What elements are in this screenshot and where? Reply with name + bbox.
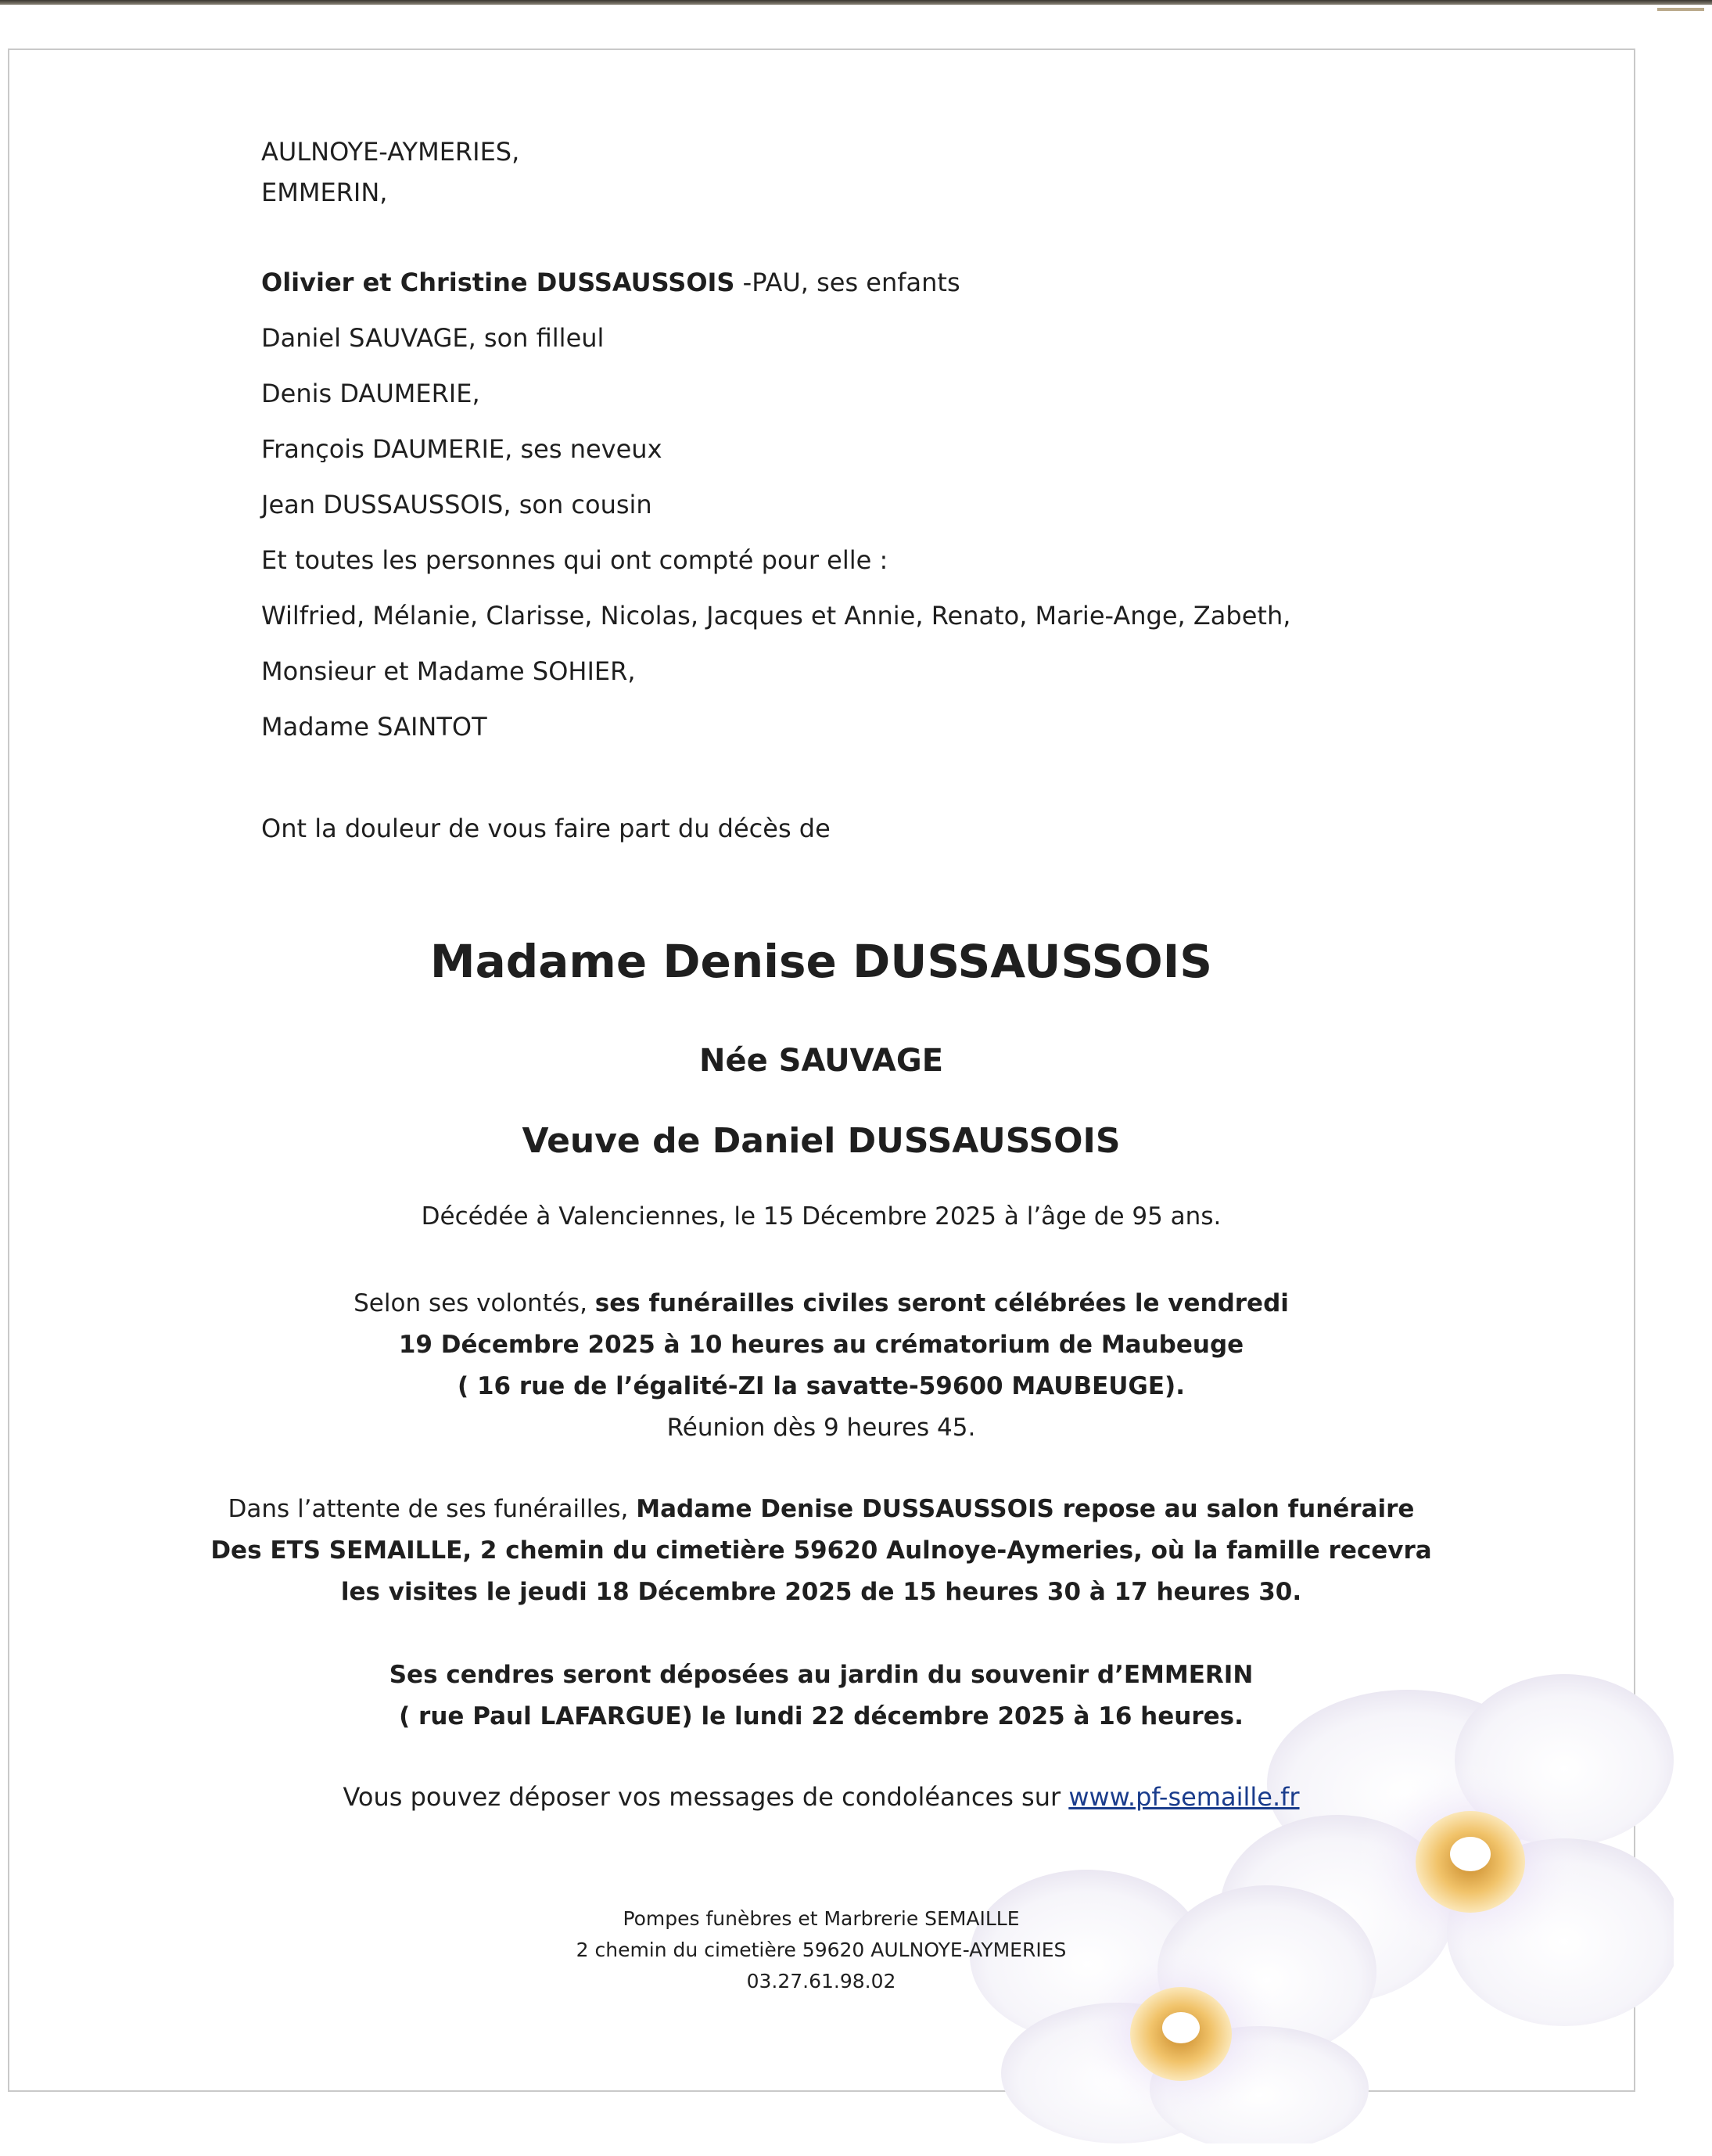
- footer-company: Pompes funèbres et Marbrerie SEMAILLE: [623, 1907, 1020, 1930]
- funeral-paragraph: [0, 1283, 1642, 1449]
- intro-text: Ont la douleur de vous faire part du décès de: [261, 814, 831, 843]
- funeral-line-2: 19 Décembre 2025 à 10 heures au crématorium de Maubeuge: [398, 1331, 1244, 1359]
- family-list: [261, 255, 1290, 755]
- funeral-line-3: ( 16 rue de l’égalité-ZI la savatte-59600 MAUBEUGE).: [458, 1372, 1185, 1400]
- salon-line-1: Dans l’attente de ses funérailles, Madame Denise DUSSAUSSOIS repose au salon funéraire: [228, 1495, 1415, 1523]
- funeral-line-1: Selon ses volontés, ses funérailles civiles seront célébrées le vendredi: [354, 1289, 1289, 1317]
- family-line: Denis DAUMERIE,: [261, 379, 480, 408]
- ashes-line-1: Ses cendres seront déposées au jardin du souvenir d’EMMERIN: [389, 1661, 1254, 1689]
- funeral-home-footer: [0, 1903, 1642, 1997]
- condolences-line: Vous pouvez déposer vos messages de condoléances sur www.pf-semaille.fr: [343, 1782, 1300, 1812]
- family-line: Olivier et Christine DUSSAUSSOIS -PAU, ses enfants: [261, 268, 960, 297]
- ashes-line-2: ( rue Paul LAFARGUE) le lundi 22 décembre 2025 à 16 heures.: [399, 1702, 1244, 1730]
- widow-of: Veuve de Daniel DUSSAUSSOIS: [522, 1121, 1121, 1161]
- salon-paragraph: [0, 1489, 1642, 1613]
- header-block: [261, 131, 1290, 755]
- header-line-1: AULNOYE-AYMERIES,: [261, 137, 520, 167]
- family-line: Madame SAINTOT: [261, 712, 487, 742]
- maiden-name: Née SAUVAGE: [698, 1043, 944, 1079]
- header-line-2: EMMERIN,: [261, 178, 388, 207]
- scan-corner-mark: [1657, 8, 1704, 11]
- family-line: Wilfried, Mélanie, Clarisse, Nicolas, Jacques et Annie, Renato, Marie-Ange, Zabeth,: [261, 601, 1291, 631]
- funeral-line-4: Réunion dès 9 heures 45.: [666, 1414, 976, 1442]
- family-line: Monsieur et Madame SOHIER,: [261, 656, 636, 686]
- footer-phone: 03.27.61.98.02: [746, 1970, 896, 1993]
- family-line: Jean DUSSAUSSOIS, son cousin: [261, 490, 652, 519]
- deceased-name: Madame Denise DUSSAUSSOIS: [429, 935, 1213, 988]
- scan-top-edge: [0, 0, 1712, 5]
- family-line: François DAUMERIE, ses neveux: [261, 434, 662, 464]
- footer-address: 2 chemin du cimetière 59620 AULNOYE-AYMERIES: [576, 1939, 1067, 1961]
- orchid-icon: [970, 1627, 1674, 2143]
- family-line: Et toutes les personnes qui ont compté pour elle :: [261, 545, 888, 575]
- salon-line-3: les visites le jeudi 18 Décembre 2025 de 15 heures 30 à 17 heures 30.: [340, 1578, 1302, 1606]
- website-link[interactable]: www.pf-semaille.fr: [1068, 1782, 1300, 1812]
- death-details: Décédée à Valenciennes, le 15 Décembre 2025 à l’âge de 95 ans.: [421, 1202, 1222, 1231]
- family-line: Daniel SAUVAGE, son filleul: [261, 323, 605, 353]
- salon-line-2: Des ETS SEMAILLE, 2 chemin du cimetière 59620 Aulnoye-Aymeries, où la famille recevra: [210, 1536, 1432, 1565]
